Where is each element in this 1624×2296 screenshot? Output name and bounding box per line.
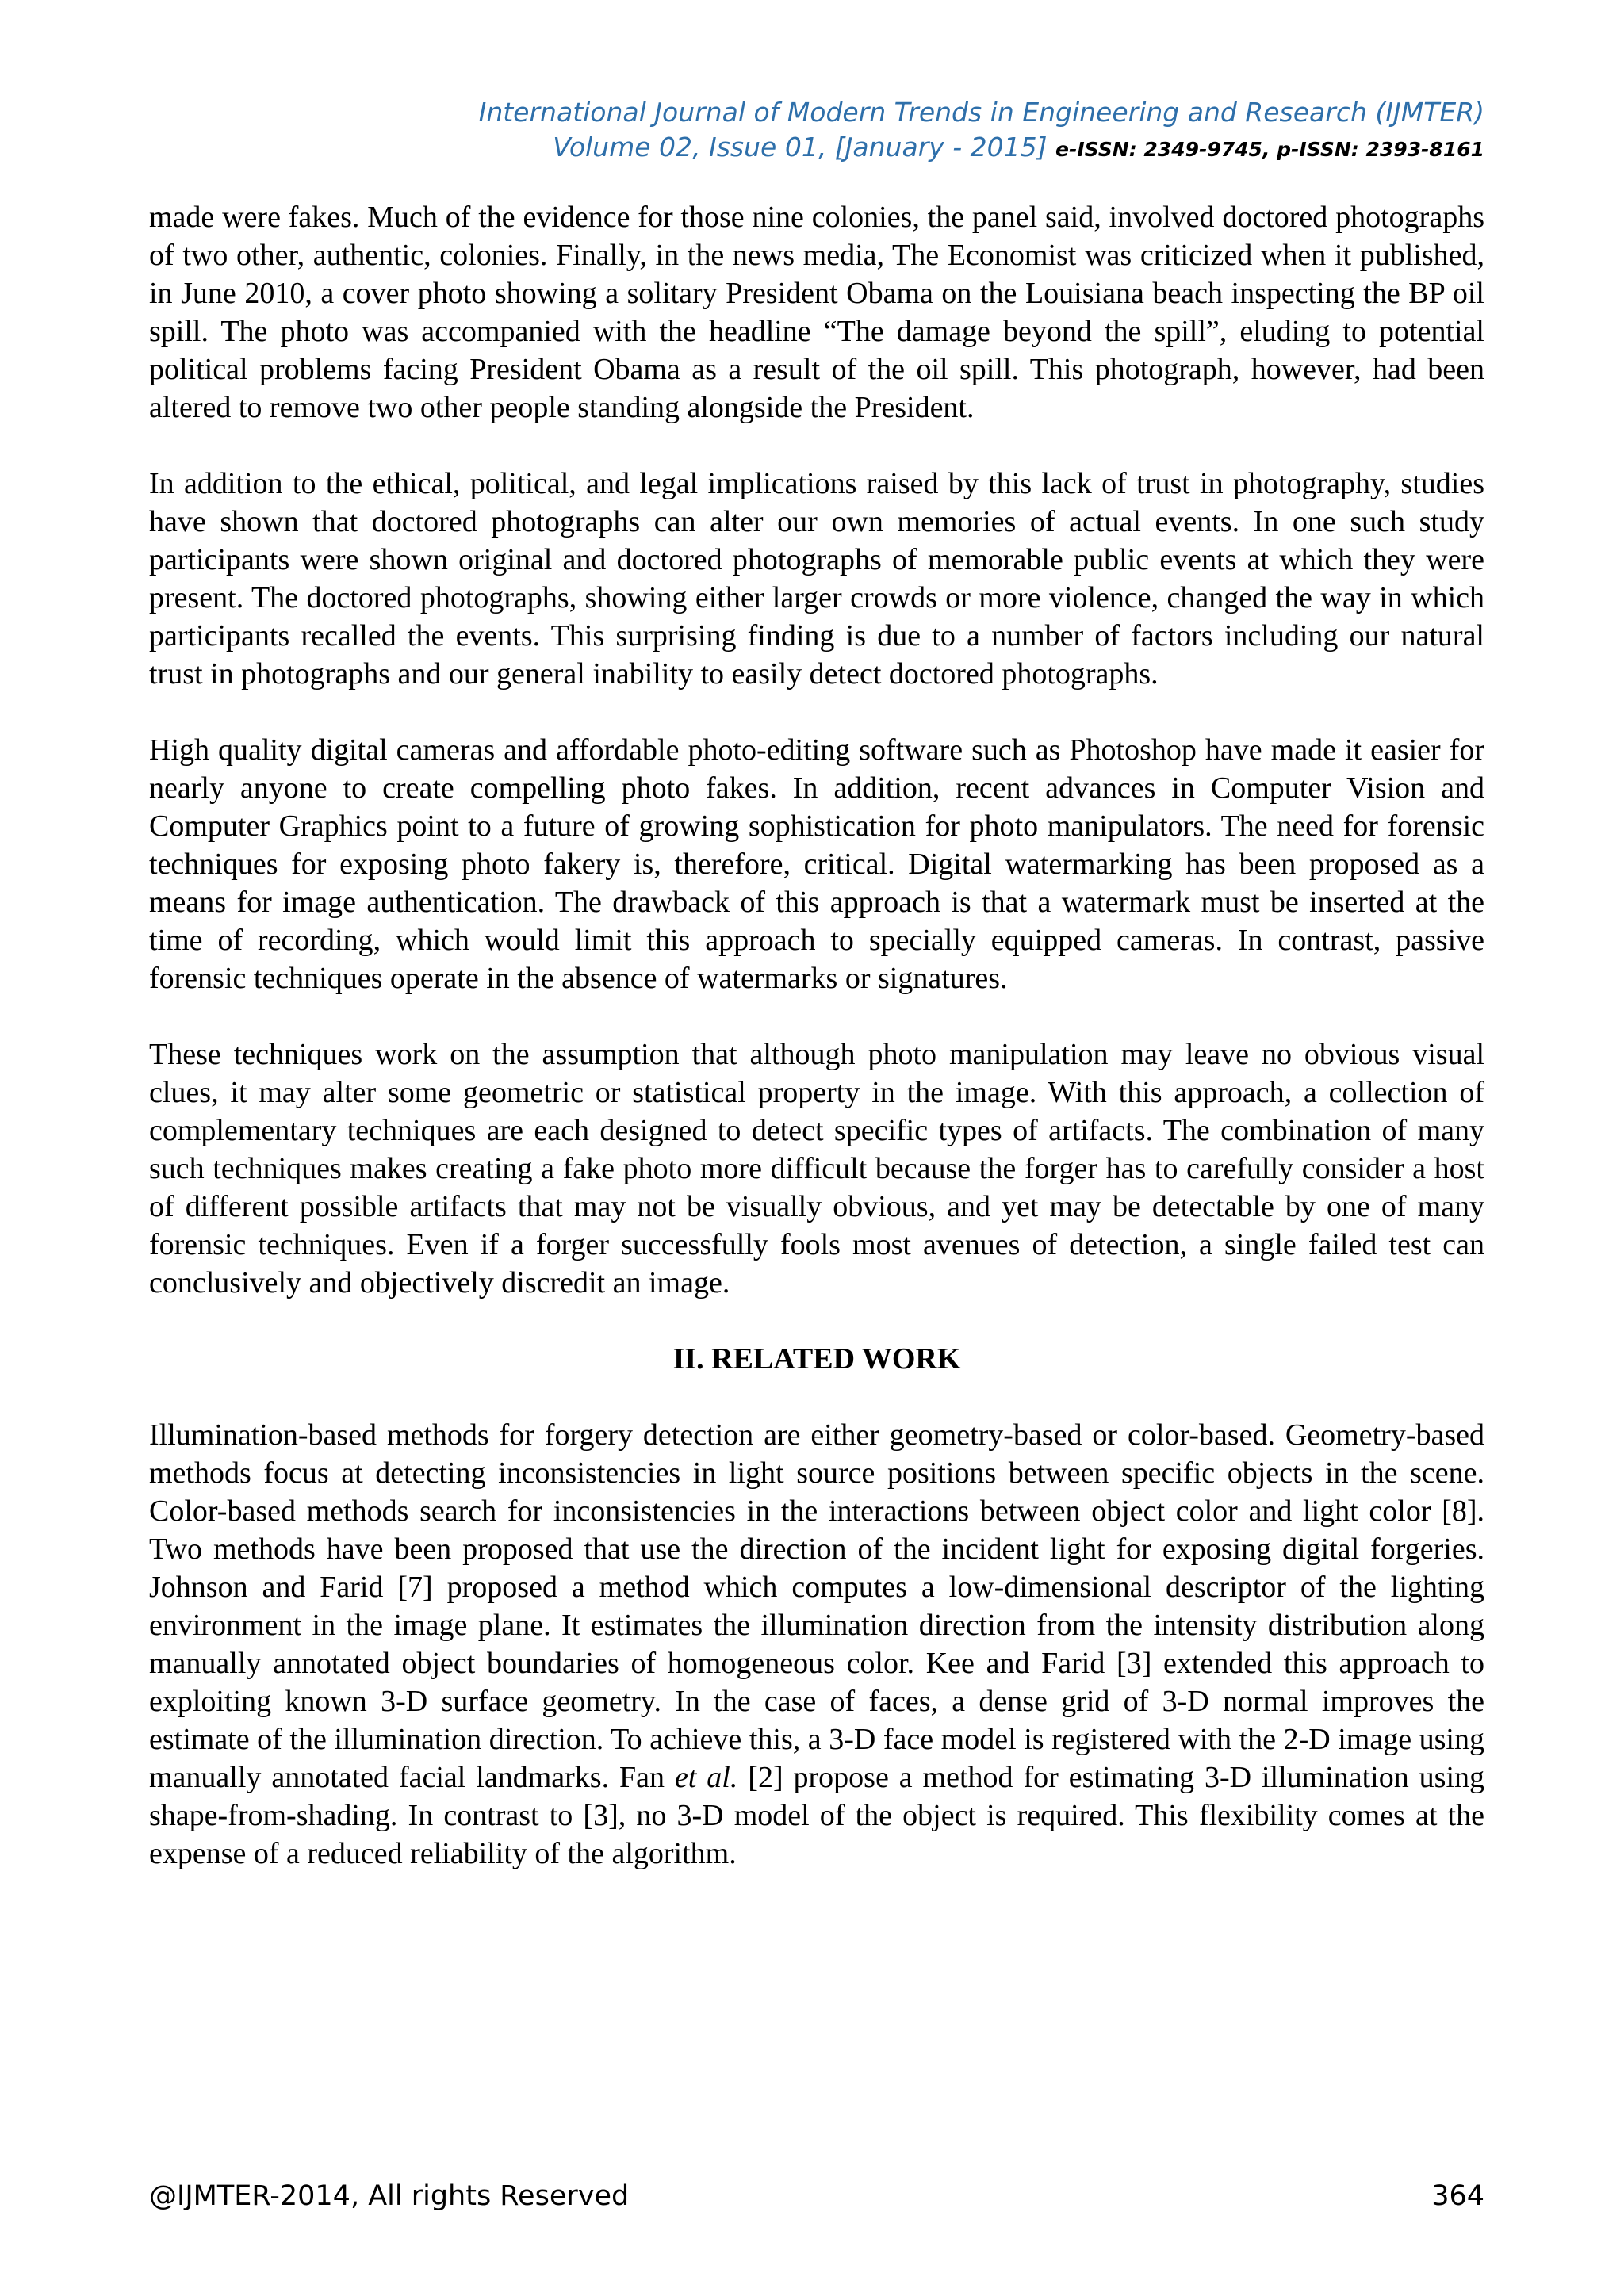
copyright-notice: @IJMTER-2014, All rights Reserved xyxy=(149,2180,630,2212)
paragraph-3: High quality digital cameras and affordable photo-editing software such as Photoshop have made it easier for nearly anyone to create compelling photo fakes. In addition, recent advances in Computer Vision and Computer Graphics point to a future of growing sophistication for photo manipulators. The need for forensic techniques for exposing photo fakery is, therefore, critical. Digital watermarking has been proposed as a means for image authentication. The drawback of this approach is that a watermark must be inserted at the time of recording, which would limit this approach to specially equipped cameras. In contrast, passive forensic techniques operate in the absence of watermarks or signatures. xyxy=(149,733,1484,995)
section-heading: II. RELATED WORK xyxy=(672,1342,961,1376)
journal-title: International Journal of Modern Trends in Engineering and Research (IJMTER) xyxy=(478,97,1484,128)
paragraph-5 xyxy=(149,1416,1484,1873)
paragraph-5-part-2: [2] propose a method for estimating 3-D illumination using shape-from-shading. In contrast to [3], no 3-D model of the object is required. This flexibility comes at the expense of a reduced reliability of the algorithm. xyxy=(149,1761,1485,1870)
paragraph-5-part-1: Illumination-based methods for forgery detection are either geometry-based or color-based. Geometry-based methods focus at detecting inconsistencies in light source positions between specific objects in the scene. Color-based methods search for inconsistencies in the interactions between object color and light color [8]. Two methods have been proposed that use the direction of the incident light for exposing digital forgeries. Johnson and Farid [7] proposed a method which computes a low-dimensional descriptor of the lighting environment in the image plane. It estimates the illumination direction from the intensity distribution along manually annotated object boundaries of homogeneous color. Kee and Farid [3] extended this approach to exploiting known 3-D surface geometry. In the case of faces, a dense grid of 3-D normal improves the estimate of the illumination direction. To achieve this, a 3-D face model is registered with the 2-D image using manually annotated facial landmarks. Fan xyxy=(149,1418,1484,1794)
journal-issn: e-ISSN: 2349-9745, p-ISSN: 2393-8161 xyxy=(1055,138,1484,161)
journal-header xyxy=(479,95,1484,167)
paragraph-1: made were fakes. Much of the evidence for those nine colonies, the panel said, involved doctored photographs of two other, authentic, colonies. Finally, in the news media, The Economist was criticized when it published, in June 2010, a cover photo showing a solitary President Obama on the Louisiana beach inspecting the BP oil spill. The photo was accompanied with the headline “The damage beyond the spill”, eluding to potential political problems facing President Obama as a result of the oil spill. This photograph, however, had been altered to remove two other people standing alongside the President. xyxy=(149,201,1484,424)
italic-et-al: et al. xyxy=(674,1761,738,1794)
journal-volume: Volume 02, Issue 01, [January - 2015] xyxy=(553,132,1048,163)
paragraph-4: These techniques work on the assumption that although photo manipulation may leave no obvious visual clues, it may alter some geometric or statistical property in the image. With this approach, a collection of complementary techniques are each designed to detect specific types of artifacts. The combination of many such techniques makes creating a fake photo more difficult because the forger has to carefully consider a host of different possible artifacts that may not be visually obvious, and yet may be detectable by one of many forensic techniques. Even if a forger successfully fools most avenues of detection, a single failed test can conclusively and objectively discredit an image. xyxy=(149,1038,1484,1299)
page-footer xyxy=(149,2179,1484,2214)
journal-volume-line xyxy=(479,130,1484,167)
article-body xyxy=(149,198,1484,1911)
page-number: 364 xyxy=(1431,2180,1484,2212)
paragraph-2: In addition to the ethical, political, and legal implications raised by this lack of trust in photography, studies have shown that doctored photographs can alter our own memories of actual events. In one such study participants were shown original and doctored photographs of memorable public events at which they were present. The doctored photographs, showing either larger crowds or more violence, changed the way in which participants recalled the events. This surprising finding is due to a number of factors including our natural trust in photographs and our general inability to easily detect doctored photographs. xyxy=(149,467,1484,691)
